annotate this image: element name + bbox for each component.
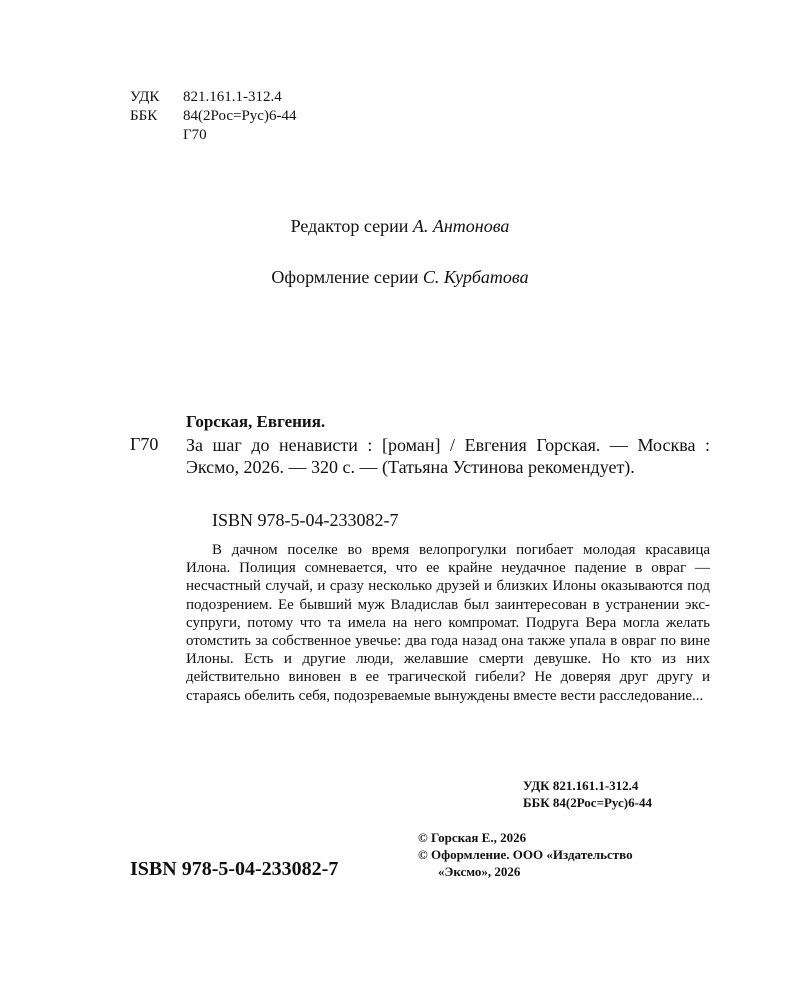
- editor-name: А. Антонова: [412, 216, 510, 236]
- author-heading: Горская, Евгения.: [186, 412, 326, 431]
- isbn-line: ISBN 978-5-04-233082-7: [212, 510, 399, 530]
- udk-label: УДК: [130, 89, 160, 105]
- annotation: [186, 541, 710, 705]
- annotation-text: В дачном поселке во время велопрогулки погибает молодая красавица Илона. Полиция сомневается, что ее крайне неудачное падение в овраг — несчастный случай, и сразу несколько друзей и близких Илоны оказываются под подозрением. Ее бывший муж Владислав был заинтересован в устранении экс-супруги, потому что та имела на него компромат. Подруга Вера могла желать отомстить за собственное увечье: два года назад она также упала в овраг по вине Илоны. Есть и другие люди, желавшие смерти девушке. Но кто из них действительно виновен в ее трагической гибели? Не доверяя друг другу и стараясь обелить себя, подозреваемые вынуждены вместе вести расследование...: [186, 542, 710, 704]
- bbk-label: ББК: [130, 108, 158, 124]
- copyright-design-line-1: © Оформление. ООО «Издательство: [418, 847, 633, 862]
- bbk-row: [130, 107, 296, 126]
- udk-value: 821.161.1-312.4: [183, 89, 282, 105]
- footer-codes: [523, 777, 652, 811]
- author-mark: Г70: [183, 127, 207, 143]
- footer-bbk: ББК 84(2Рос=Рус)6-44: [523, 795, 652, 810]
- bbk-value: 84(2Рос=Рус)6-44: [183, 108, 297, 124]
- editor-label: Редактор серии: [290, 216, 409, 236]
- copyright-author: © Горская Е., 2026: [418, 830, 527, 845]
- index-code: Г70: [130, 434, 159, 454]
- copyright-block: [418, 829, 718, 880]
- series-editor-credit: [0, 216, 800, 237]
- copyright-design-line-2: «Эксмо», 2026: [438, 864, 521, 879]
- footer-udk: УДК 821.161.1-312.4: [523, 778, 639, 793]
- series-design-credit: [0, 267, 800, 288]
- bibliographic-description: За шаг до ненависти : [роман] / Евгения Горская. — Москва : Эксмо, 2026. — 320 с. — (Татьяна Устинова рекомендует).: [186, 435, 710, 477]
- udk-row: [130, 88, 296, 107]
- design-name: С. Курбатова: [422, 267, 529, 287]
- classification-codes: [130, 88, 296, 145]
- author-mark-row: [130, 126, 296, 145]
- isbn-footer: ISBN 978-5-04-233082-7: [130, 858, 339, 880]
- design-label: Оформление серии: [271, 267, 419, 287]
